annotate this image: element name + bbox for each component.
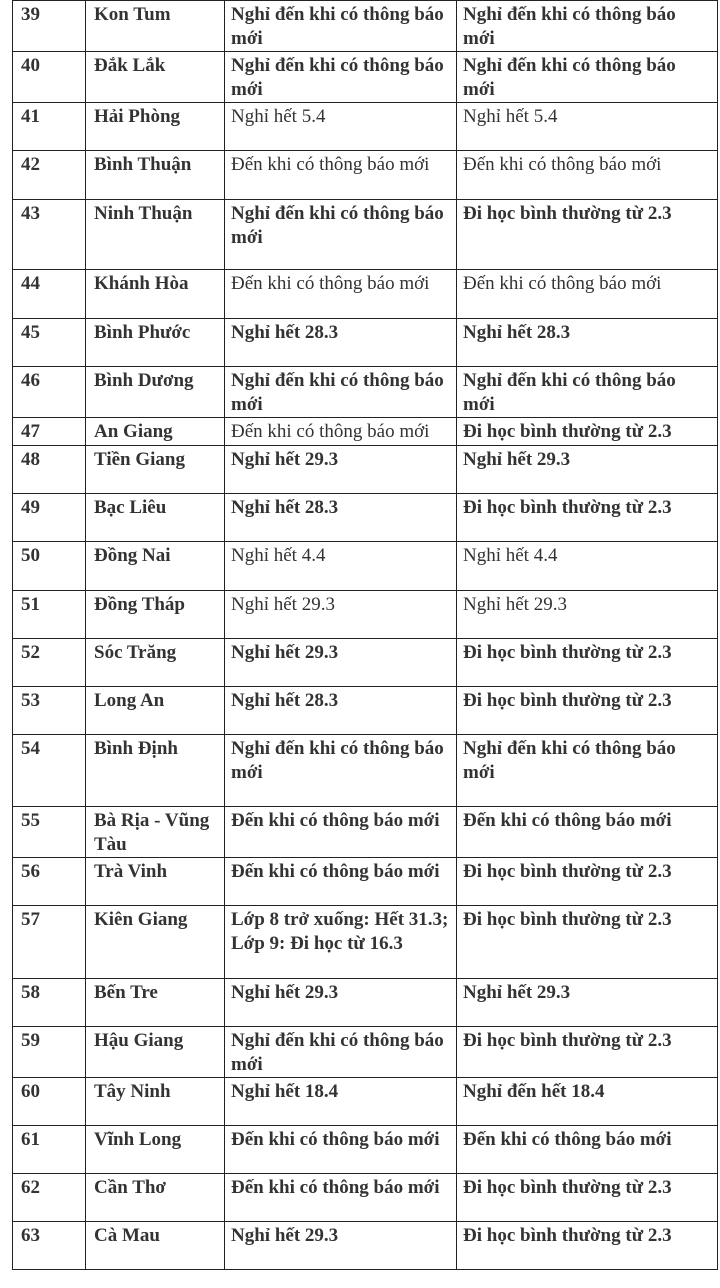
province-name: Tiền Giang xyxy=(86,446,225,494)
row-number: 50 xyxy=(13,542,86,591)
table-row xyxy=(13,735,718,807)
other-grades-status: Nghỉ hết 5.4 xyxy=(457,103,718,151)
table-row xyxy=(13,858,718,906)
grade-9-status: Đến khi có thông báo mới xyxy=(225,270,457,319)
grade-9-status: Đến khi có thông báo mới xyxy=(225,1174,457,1222)
row-number: 59 xyxy=(13,1027,86,1078)
other-grades-status: Đi học bình thường từ 2.3 xyxy=(457,494,718,542)
table-row xyxy=(13,1027,718,1078)
other-grades-status: Nghỉ hết 29.3 xyxy=(457,446,718,494)
other-grades-status: Đi học bình thường từ 2.3 xyxy=(457,639,718,687)
table-row xyxy=(13,591,718,639)
grade-9-status: Nghỉ hết 4.4 xyxy=(225,542,457,591)
grade-9-status: Nghỉ hết 29.3 xyxy=(225,446,457,494)
province-name: Kon Tum xyxy=(86,1,225,52)
row-number: 61 xyxy=(13,1126,86,1174)
row-number: 46 xyxy=(13,367,86,418)
grade-9-status: Nghỉ đến khi có thông báo mới xyxy=(225,367,457,418)
province-name: Cà Mau xyxy=(86,1222,225,1270)
table-row xyxy=(13,906,718,979)
row-number: 42 xyxy=(13,151,86,200)
row-number: 43 xyxy=(13,200,86,270)
table-row xyxy=(13,270,718,319)
table-row xyxy=(13,1222,718,1270)
row-number: 53 xyxy=(13,687,86,735)
row-number: 62 xyxy=(13,1174,86,1222)
province-name: Đồng Nai xyxy=(86,542,225,591)
table-row xyxy=(13,418,718,446)
row-number: 44 xyxy=(13,270,86,319)
table-row xyxy=(13,542,718,591)
row-number: 57 xyxy=(13,906,86,979)
row-number: 39 xyxy=(13,1,86,52)
table-row xyxy=(13,1126,718,1174)
table-row xyxy=(13,1078,718,1126)
province-name: Bến Tre xyxy=(86,979,225,1027)
province-name: Long An xyxy=(86,687,225,735)
grade-9-status: Nghỉ hết 18.4 xyxy=(225,1078,457,1126)
grade-9-status: Đến khi có thông báo mới xyxy=(225,418,457,446)
other-grades-status: Nghỉ đến khi có thông báo mới xyxy=(457,1,718,52)
other-grades-status: Đi học bình thường từ 2.3 xyxy=(457,1027,718,1078)
table-body-top xyxy=(13,1,718,446)
province-name: Bà Rịa - Vũng Tàu xyxy=(86,807,225,858)
row-number: 55 xyxy=(13,807,86,858)
table-row xyxy=(13,1,718,52)
other-grades-status: Nghỉ đến hết 18.4 xyxy=(457,1078,718,1126)
table-row xyxy=(13,367,718,418)
table-row xyxy=(13,687,718,735)
row-number: 52 xyxy=(13,639,86,687)
grade-9-status: Nghỉ hết 29.3 xyxy=(225,639,457,687)
grade-9-status: Đến khi có thông báo mới xyxy=(225,807,457,858)
grade-9-status: Nghỉ hết 28.3 xyxy=(225,494,457,542)
other-grades-status: Đến khi có thông báo mới xyxy=(457,151,718,200)
province-name: Bình Định xyxy=(86,735,225,807)
grade-9-status: Lớp 8 trở xuống: Hết 31.3; Lớp 9: Đi học từ 16.3 xyxy=(225,906,457,979)
table-body-bottom xyxy=(13,446,718,1270)
table-row xyxy=(13,319,718,367)
other-grades-status: Đi học bình thường từ 2.3 xyxy=(457,418,718,446)
row-number: 54 xyxy=(13,735,86,807)
province-name: Bình Dương xyxy=(86,367,225,418)
province-name: Bình Phước xyxy=(86,319,225,367)
row-number: 40 xyxy=(13,52,86,103)
grade-9-status: Nghỉ hết 5.4 xyxy=(225,103,457,151)
province-name: Kiên Giang xyxy=(86,906,225,979)
other-grades-status: Đi học bình thường từ 2.3 xyxy=(457,1222,718,1270)
other-grades-status: Đến khi có thông báo mới xyxy=(457,270,718,319)
other-grades-status: Nghỉ đến khi có thông báo mới xyxy=(457,367,718,418)
grade-9-status: Nghỉ đến khi có thông báo mới xyxy=(225,735,457,807)
grade-9-status: Nghỉ đến khi có thông báo mới xyxy=(225,200,457,270)
table-row xyxy=(13,446,718,494)
other-grades-status: Nghỉ đến khi có thông báo mới xyxy=(457,52,718,103)
table-row xyxy=(13,200,718,270)
province-name: Sóc Trăng xyxy=(86,639,225,687)
row-number: 47 xyxy=(13,418,86,446)
table-row xyxy=(13,979,718,1027)
province-name: Trà Vinh xyxy=(86,858,225,906)
other-grades-status: Nghỉ đến khi có thông báo mới xyxy=(457,735,718,807)
grade-9-status: Nghỉ hết 28.3 xyxy=(225,687,457,735)
other-grades-status: Nghỉ hết 28.3 xyxy=(457,319,718,367)
other-grades-status: Đi học bình thường từ 2.3 xyxy=(457,858,718,906)
other-grades-status: Nghỉ hết 4.4 xyxy=(457,542,718,591)
province-name: Hậu Giang xyxy=(86,1027,225,1078)
province-name: Hải Phòng xyxy=(86,103,225,151)
row-number: 58 xyxy=(13,979,86,1027)
row-number: 41 xyxy=(13,103,86,151)
province-name: Bạc Liêu xyxy=(86,494,225,542)
row-number: 60 xyxy=(13,1078,86,1126)
grade-9-status: Nghỉ đến khi có thông báo mới xyxy=(225,1027,457,1078)
table-row xyxy=(13,52,718,103)
table-row xyxy=(13,103,718,151)
grade-9-status: Nghỉ hết 29.3 xyxy=(225,1222,457,1270)
row-number: 45 xyxy=(13,319,86,367)
other-grades-status: Đi học bình thường từ 2.3 xyxy=(457,200,718,270)
grade-9-status: Nghỉ đến khi có thông báo mới xyxy=(225,52,457,103)
row-number: 48 xyxy=(13,446,86,494)
table-row xyxy=(13,807,718,858)
grade-9-status: Nghỉ hết 28.3 xyxy=(225,319,457,367)
school-closure-table-bottom xyxy=(12,445,718,1270)
table-row xyxy=(13,1174,718,1222)
province-name: Ninh Thuận xyxy=(86,200,225,270)
other-grades-status: Nghỉ hết 29.3 xyxy=(457,591,718,639)
province-name: Khánh Hòa xyxy=(86,270,225,319)
province-name: Cần Thơ xyxy=(86,1174,225,1222)
other-grades-status: Đi học bình thường từ 2.3 xyxy=(457,687,718,735)
province-name: Vĩnh Long xyxy=(86,1126,225,1174)
table-row xyxy=(13,151,718,200)
grade-9-status: Nghỉ đến khi có thông báo mới xyxy=(225,1,457,52)
province-name: An Giang xyxy=(86,418,225,446)
province-name: Bình Thuận xyxy=(86,151,225,200)
row-number: 63 xyxy=(13,1222,86,1270)
other-grades-status: Đi học bình thường từ 2.3 xyxy=(457,906,718,979)
table-row xyxy=(13,639,718,687)
other-grades-status: Đến khi có thông báo mới xyxy=(457,1126,718,1174)
school-closure-table-top xyxy=(12,0,718,446)
grade-9-status: Nghỉ hết 29.3 xyxy=(225,979,457,1027)
grade-9-status: Nghỉ hết 29.3 xyxy=(225,591,457,639)
row-number: 56 xyxy=(13,858,86,906)
other-grades-status: Nghỉ hết 29.3 xyxy=(457,979,718,1027)
other-grades-status: Đến khi có thông báo mới xyxy=(457,807,718,858)
province-name: Đắk Lắk xyxy=(86,52,225,103)
grade-9-status: Đến khi có thông báo mới xyxy=(225,151,457,200)
province-name: Tây Ninh xyxy=(86,1078,225,1126)
other-grades-status: Đi học bình thường từ 2.3 xyxy=(457,1174,718,1222)
row-number: 49 xyxy=(13,494,86,542)
row-number: 51 xyxy=(13,591,86,639)
grade-9-status: Đến khi có thông báo mới xyxy=(225,858,457,906)
table-row xyxy=(13,494,718,542)
grade-9-status: Đến khi có thông báo mới xyxy=(225,1126,457,1174)
province-name: Đồng Tháp xyxy=(86,591,225,639)
